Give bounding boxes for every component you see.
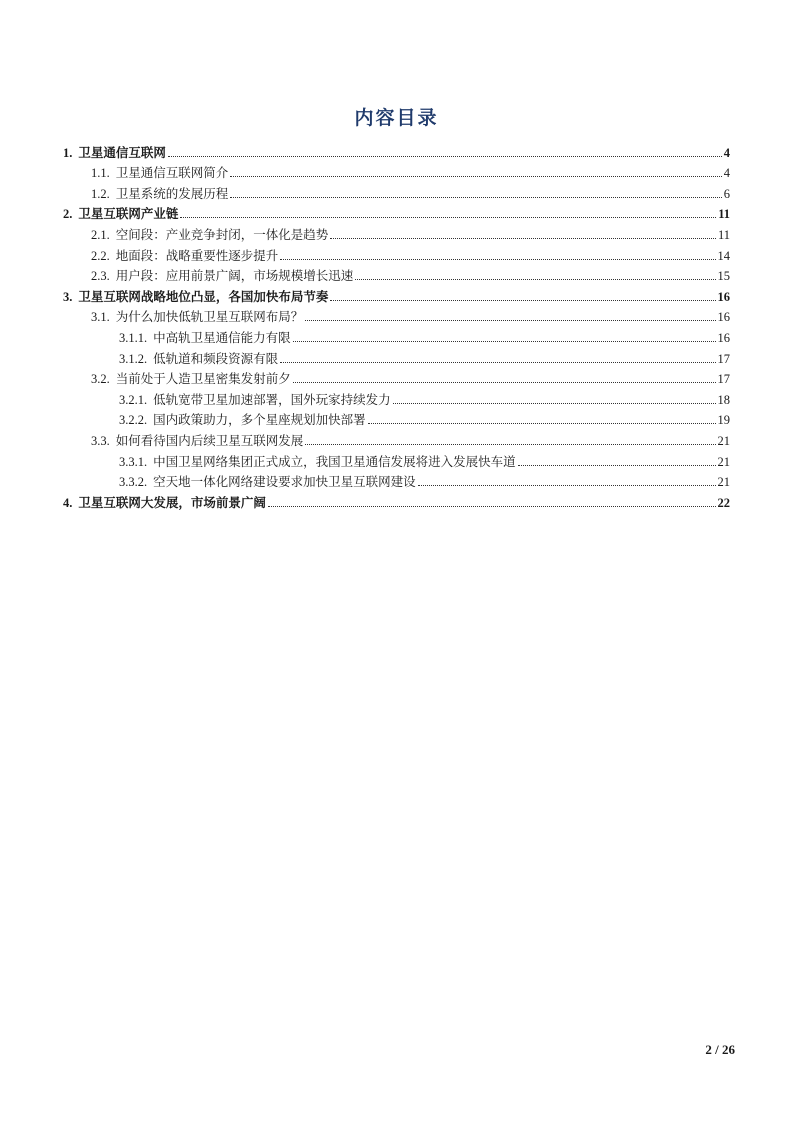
toc-entry-page: 17 — [717, 351, 730, 366]
toc-entry-title: 国内政策助力，多个星座规划加快部署 — [153, 412, 366, 428]
toc-entry-page: 18 — [717, 392, 730, 407]
toc-entry-number: 3.1.2. — [119, 351, 148, 366]
toc-entry[interactable] — [63, 243, 730, 264]
toc-entry-number: 2.1. — [91, 227, 110, 242]
toc-dot-leader — [230, 176, 721, 177]
toc-entry[interactable] — [63, 305, 730, 326]
toc-dot-leader — [305, 444, 715, 445]
toc-entry[interactable] — [63, 428, 730, 449]
toc-entry-page: 4 — [723, 145, 730, 160]
toc-entry-page: 16 — [717, 289, 730, 304]
toc-entry-number: 3.1. — [91, 310, 110, 325]
toc-entry-title: 中高轨卫星通信能力有限 — [153, 329, 291, 345]
toc-dot-leader — [168, 156, 722, 157]
toc-entry-number: 2.2. — [91, 248, 110, 263]
toc-entry-title: 用户段：应用前景广阔，市场规模增长迅速 — [115, 268, 354, 284]
toc-entry[interactable] — [63, 367, 730, 388]
toc-entry-number: 3.2.2. — [119, 413, 148, 428]
toc-dot-leader — [418, 485, 716, 486]
toc-entry-number: 1.1. — [91, 166, 110, 181]
toc-dot-leader — [393, 403, 716, 404]
toc-entry-page: 19 — [717, 413, 730, 428]
toc-entry-page: 21 — [717, 433, 730, 448]
toc-entry-number: 3.2.1. — [119, 392, 148, 407]
toc-dot-leader — [355, 279, 715, 280]
toc-dot-leader — [180, 217, 716, 218]
toc-entry[interactable] — [63, 470, 730, 491]
toc-entry-title: 空间段：产业竞争封闭，一体化是趋势 — [115, 226, 329, 242]
toc-entry-number: 3.3.1. — [119, 454, 148, 469]
toc-entry[interactable] — [63, 449, 730, 470]
toc-entry[interactable] — [63, 140, 730, 161]
toc-entry-page: 16 — [717, 330, 730, 345]
toc-entry-title: 当前处于人造卫星密集发射前夕 — [115, 371, 291, 387]
toc-dot-leader — [280, 362, 715, 363]
toc-dot-leader — [268, 506, 716, 507]
toc-entry-title: 地面段：战略重要性逐步提升 — [115, 247, 279, 263]
toc-entry-page: 21 — [717, 475, 730, 490]
page-title: 内容目录 — [354, 107, 439, 129]
toc-entry-page: 14 — [717, 248, 730, 263]
toc-entry[interactable] — [63, 387, 730, 408]
page-number: 2 / 26 — [705, 1042, 735, 1057]
toc-dot-leader — [518, 465, 716, 466]
toc-entry-page: 21 — [717, 454, 730, 469]
toc-dot-leader — [330, 238, 716, 239]
toc-dot-leader — [230, 197, 721, 198]
toc-entry[interactable] — [63, 202, 730, 223]
toc-entry-title: 卫星互联网产业链 — [78, 206, 179, 222]
toc-entry-page: 15 — [717, 269, 730, 284]
toc-entry[interactable] — [63, 161, 730, 182]
toc-entry-number: 4. — [63, 495, 73, 510]
toc-entry[interactable] — [63, 408, 730, 429]
toc-entry-title: 卫星通信互联网简介 — [115, 165, 229, 181]
toc-entry-title: 低轨宽带卫星加速部署，国外玩家持续发力 — [153, 391, 391, 407]
toc-entry[interactable] — [63, 181, 730, 202]
toc-entry-page: 11 — [718, 207, 730, 222]
toc-dot-leader — [293, 341, 716, 342]
toc-entry-page: 16 — [717, 310, 730, 325]
toc-entry-title: 中国卫星网络集团正式成立，我国卫星通信发展将进入发展快车道 — [153, 453, 516, 469]
toc-entry-number: 3.1.1. — [119, 330, 148, 345]
toc-entry[interactable] — [63, 222, 730, 243]
toc-entry-title: 卫星通信互联网 — [78, 144, 166, 160]
toc-entry[interactable] — [63, 264, 730, 285]
toc-entry-page: 6 — [723, 186, 730, 201]
toc-entry-page: 4 — [723, 166, 730, 181]
toc-entry-title: 为什么加快低轨卫星互联网布局？ — [115, 309, 304, 325]
toc-entry-number: 3.2. — [91, 372, 110, 387]
toc-dot-leader — [305, 320, 715, 321]
toc-entry[interactable] — [63, 325, 730, 346]
toc-entry-number: 1.2. — [91, 186, 110, 201]
toc-entry-number: 3.3.2. — [119, 475, 148, 490]
toc-dot-leader — [368, 423, 716, 424]
toc-entry[interactable] — [63, 346, 730, 367]
toc-dot-leader — [280, 259, 715, 260]
toc-entry-number: 2. — [63, 207, 73, 222]
toc-dot-leader — [330, 300, 715, 301]
toc-entry[interactable] — [63, 284, 730, 305]
toc-entry-page: 17 — [717, 372, 730, 387]
toc-entry-page: 11 — [717, 227, 730, 242]
toc-entry-title: 空天地一体化网络建设要求加快卫星互联网建设 — [153, 474, 416, 490]
toc-entry-title: 卫星互联网战略地位凸显，各国加快布局节奏 — [78, 288, 329, 304]
toc-entry-number: 2.3. — [91, 269, 110, 284]
toc-entry-number: 3. — [63, 289, 73, 304]
toc-entry-page: 22 — [717, 495, 730, 510]
toc-entry[interactable] — [63, 490, 730, 511]
table-of-contents — [63, 140, 730, 511]
toc-dot-leader — [293, 382, 716, 383]
toc-entry-title: 卫星互联网大发展，市场前景广阔 — [78, 494, 266, 510]
toc-entry-title: 卫星系统的发展历程 — [115, 185, 229, 201]
toc-entry-title: 如何看待国内后续卫星互联网发展 — [115, 432, 304, 448]
toc-entry-number: 1. — [63, 145, 73, 160]
toc-entry-number: 3.3. — [91, 433, 110, 448]
toc-entry-title: 低轨道和频段资源有限 — [153, 350, 279, 366]
